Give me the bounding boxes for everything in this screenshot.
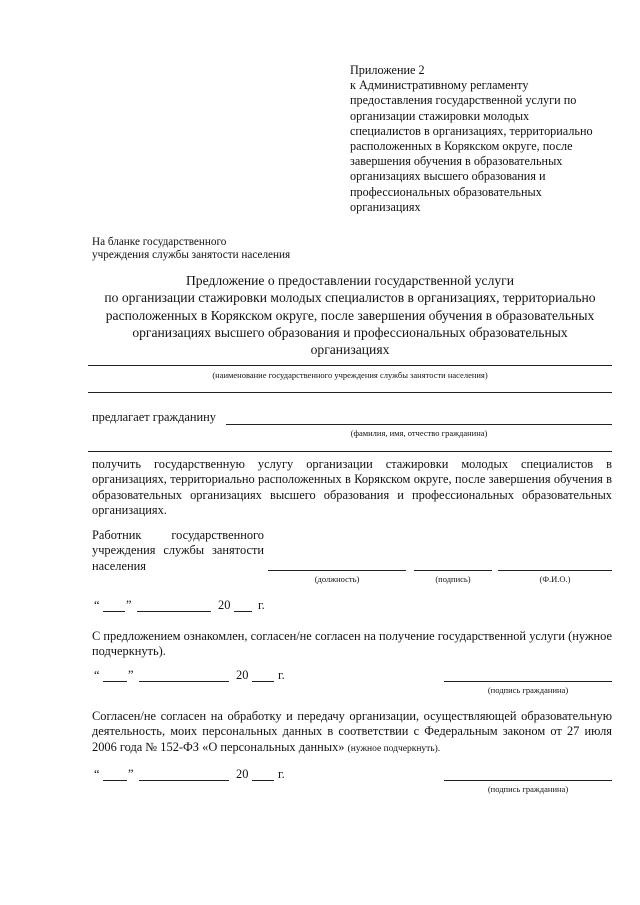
date-year-suffix: г.: [278, 767, 285, 781]
citizen-signature-line: [444, 681, 612, 682]
citizen-signature-caption: (подпись гражданина): [487, 685, 569, 695]
date-year-line: [234, 611, 252, 612]
date-day-line: [103, 681, 127, 682]
consent-service-text: С предложением ознакомлен, согласен/не согласен на получение государственной услуги (нужное подчеркнуть).: [92, 629, 612, 659]
appendix-line: организации стажировки молодых: [350, 108, 530, 123]
date-month-line: [137, 611, 211, 612]
date-quote-close: ”: [128, 767, 134, 781]
appendix-header: [350, 63, 612, 215]
appendix-line: Приложение 2: [350, 63, 425, 77]
appendix-line: организациях высшего образования и: [350, 169, 546, 184]
date-quote-open: “: [94, 767, 100, 781]
date-quote-close: ”: [128, 668, 134, 682]
appendix-line: завершения обучения в образовательных: [350, 154, 563, 169]
letterhead-note: [92, 236, 332, 262]
institution-name-line-2: [88, 392, 612, 393]
signature-line: [414, 570, 492, 571]
date-quote-close: ”: [126, 598, 132, 612]
date-quote-open: “: [94, 668, 100, 682]
appendix-line: к Административному регламенту: [350, 78, 529, 93]
date-quote-open: “: [94, 598, 100, 612]
consent-personal-data-text: [92, 709, 612, 757]
offer-label: предлагает гражданину: [92, 410, 216, 424]
worker-label: Работник государственного учреждения службы занятости населения: [92, 528, 264, 573]
institution-name-line: [88, 365, 612, 366]
date-year-line: [252, 780, 274, 781]
fio-line: [498, 570, 612, 571]
fio-caption: (Ф.И.О.): [539, 574, 571, 584]
date-year-prefix: 20: [236, 767, 249, 781]
title-line: по организации стажировки молодых специалистов в организациях, территориально: [104, 290, 596, 306]
consent-personal-data-body: Согласен/не согласен на обработку и передачу организации, осуществляющей образовательную деятельность, моих персональных данных в соответствии с Федеральным законом от 27 июля 2006 года № 152-ФЗ «О персональных данных»: [92, 709, 612, 754]
title-line: Предложение о предоставлении государственной услуги: [185, 273, 515, 288]
document-title: [88, 272, 612, 358]
appendix-line: расположенных в Корякском округе, после: [350, 139, 573, 154]
date-year-suffix: г.: [278, 668, 285, 682]
citizen-signature-caption: (подпись гражданина): [487, 784, 569, 794]
position-caption: (должность): [314, 574, 360, 584]
date-year-prefix: 20: [236, 668, 249, 682]
letterhead-note-line: На бланке государственного: [92, 236, 227, 248]
consent-personal-data-note: (нужное подчеркнуть).: [347, 743, 441, 754]
letterhead-note-line: учреждения службы занятости населения: [92, 249, 291, 261]
title-line: организациях: [310, 342, 390, 358]
signature-caption: (подпись): [435, 574, 471, 584]
date-year-suffix: г.: [258, 598, 265, 612]
appendix-line: профессиональных образовательных: [350, 184, 542, 199]
citizen-signature-line: [444, 780, 612, 781]
appendix-line: организациях: [350, 199, 421, 214]
citizen-caption: (фамилия, имя, отчество гражданина): [350, 428, 488, 438]
offer-body: получить государственную услугу организации стажировки молодых специалистов в организациях, территориально расположенных в Корякском округе, после завершения обучения в образовательных организациях высшего образования и профессиональных образовательных организациях.: [92, 457, 612, 518]
date-day-line: [103, 780, 127, 781]
institution-caption: (наименование государственного учреждения службы занятости населения): [212, 370, 488, 380]
date-year-prefix: 20: [218, 598, 231, 612]
appendix-line: предоставления государственной услуги по: [350, 93, 577, 108]
date-year-line: [252, 681, 274, 682]
citizen-name-line-2: [88, 451, 612, 452]
appendix-line: специалистов в организациях, территориально: [350, 123, 593, 138]
title-line: организациях высшего образования и профессиональных образовательных: [132, 324, 568, 340]
date-day-line: [103, 611, 125, 612]
date-month-line: [139, 681, 229, 682]
position-line: [268, 570, 406, 571]
title-line: расположенных в Корякском округе, после завершения обучения в образовательных: [105, 307, 595, 323]
citizen-name-line: [226, 424, 612, 425]
date-month-line: [139, 780, 229, 781]
